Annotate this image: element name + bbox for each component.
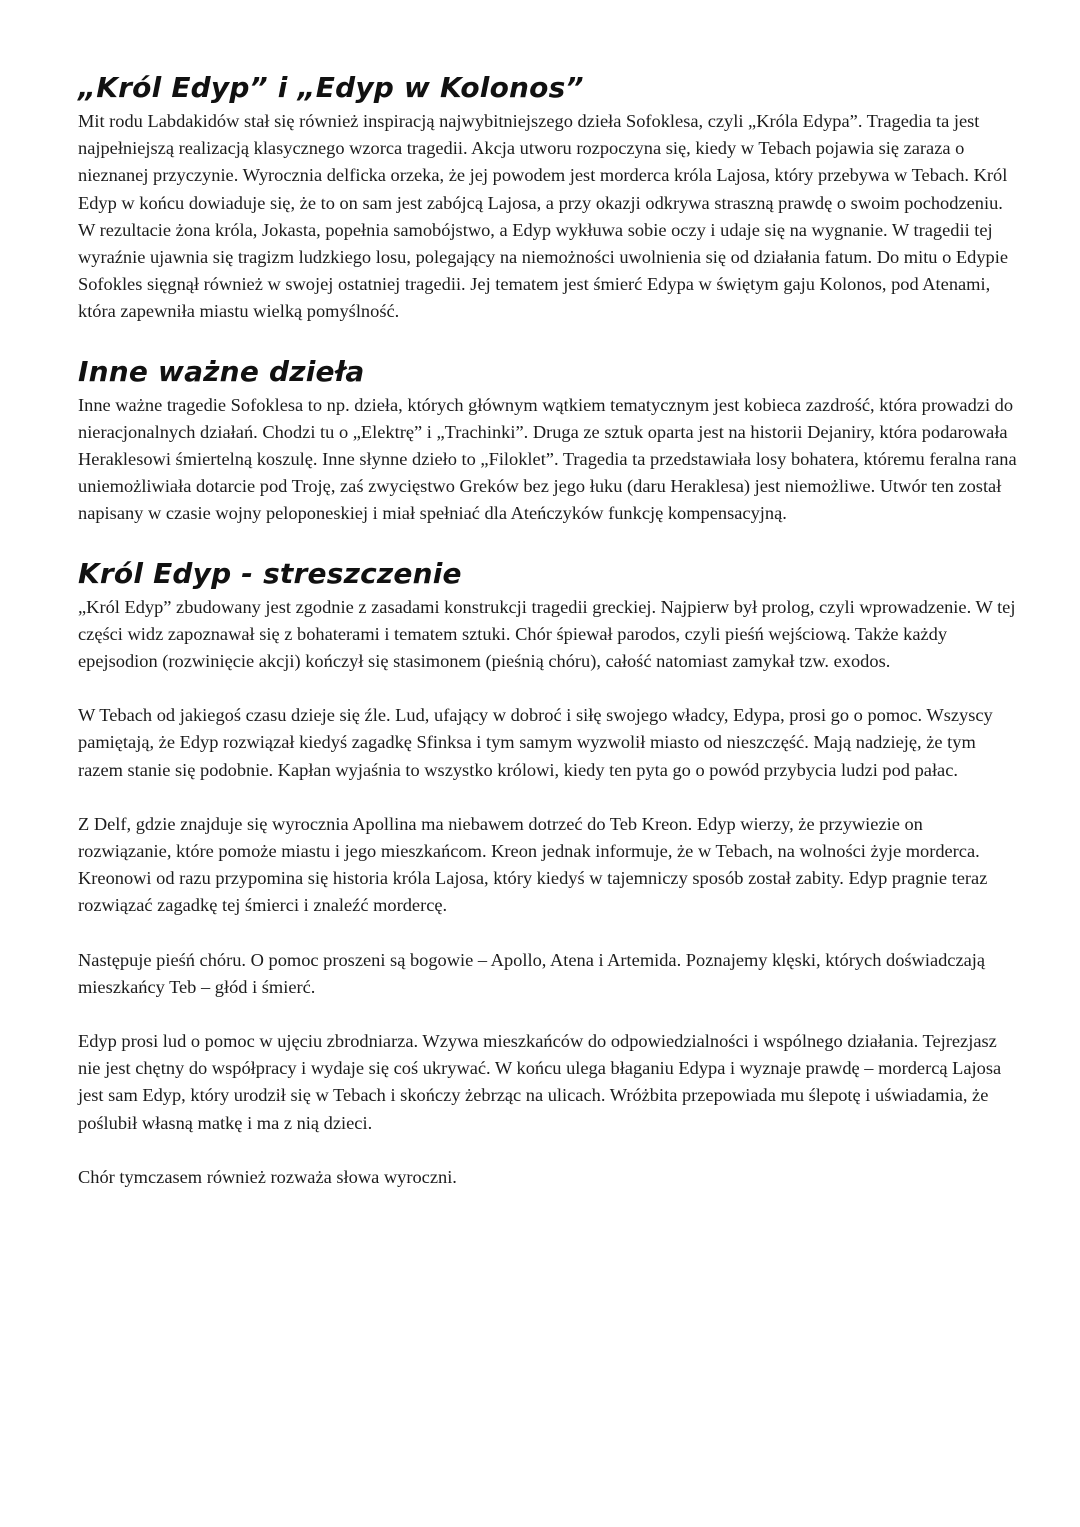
paragraph: Następuje pieśń chóru. O pomoc proszeni są bogowie – Apollo, Atena i Artemida. Poznajemy klęski, których doświadczają mieszkańcy Teb – głód i śmierć. [78, 949, 986, 997]
document-page [78, 70, 1018, 1191]
section-krol-edyp-streszczenie [78, 556, 1018, 1191]
paragraph: W Tebach od jakiegoś czasu dzieje się źle. Lud, ufający w dobroć i siłę swojego władcy, Edypa, prosi go o pomoc. Wszyscy pamiętają, że Edyp rozwiązał kiedyś zagadkę Sfinksa i tym samym wyzwolił miasto od nieszczęść. Mają nadzieję, że tym razem stanie się podobnie. Kapłan wyjaśnia to wszystko królowi, kiedy ten pyta go o powód przybycia ludzi pod pałac. [78, 705, 993, 780]
section-krol-edyp-i-edyp-w-kolonos [78, 70, 1018, 326]
section-heading: Inne ważne dzieła [78, 354, 365, 388]
paragraph: Z Delf, gdzie znajduje się wyrocznia Apollina ma niebawem dotrzeć do Teb Kreon. Edyp wierzy, że przywiezie on rozwiązanie, które pomoże miastu i jego mieszkańcom. Kreon jednak informuje, że w Tebach, na wolności żyje morderca. Kreonowi od razu przypomina się historia króla Lajosa, który kiedyś w tajemniczy sposób został zabity. Edyp pragnie teraz rozwiązać zagadkę tej śmierci i znaleźć mordercę. [78, 813, 988, 916]
section-heading: „Król Edyp” i „Edyp w Kolonos” [78, 71, 584, 104]
section-heading: Król Edyp - streszczenie [78, 556, 462, 590]
paragraph: „Król Edyp” zbudowany jest zgodnie z zasadami konstrukcji tragedii greckiej. Najpierw był prolog, czyli wprowadzenie. W tej części widz zapoznawał się z bohaterami i tematem sztuki. Chór śpiewał parodos, czyli pieśń wejściową. Także każdy epejsodion (rozwinięcie akcji) kończył się stasimonem (pieśnią chóru), całość natomiast zamykał tzw. exodos. [78, 596, 1016, 672]
paragraph: Edyp prosi lud o pomoc w ujęciu zbrodniarza. Wzywa mieszkańców do odpowiedzialności i wspólnego działania. Tejrezjasz nie jest chętny do współpracy i wydaje się coś ukrywać. W końcu ulega błaganiu Edypa i wyznaje prawdę – mordercą Lajosa jest sam Edyp, który urodził się w Tebach i skończy żebrząc na ulicach. Wróżbita przepowiada mu ślepotę i uświadamia, że poślubił własną matkę i ma z nią dzieci. [78, 1031, 1002, 1133]
paragraph: Mit rodu Labdakidów stał się również inspiracją najwybitniejszego dzieła Sofoklesa, czyli „Króla Edypa”. Tragedia ta jest najpełniejszą realizacją klasycznego wzorca tragedii. Akcja utworu rozpoczyna się, kiedy w Tebach pojawia się zaraza o nieznanej przyczynie. Wyrocznia delficka orzeka, że jej powodem jest morderca króla Lajosa, który przebywa w Tebach. Król Edyp w końcu dowiaduje się, że to on sam jest zabójcą Lajosa, a przy okazji odkrywa straszną prawdę o swoim pochodzeniu. W rezultacie żona króla, Jokasta, popełnia samobójstwo, a Edyp wykłuwa sobie oczy i udaje się na wygnanie. W tragedii tej wyraźnie ujawnia się tragizm ludzkiego losu, polegający na niemożności uwolnienia się od działania fatum. Do mitu o Edypie Sofokles sięgnął również w swojej ostatniej tragedii. Jej tematem jest śmierć Edypa w świętym gaju Kolonos, pod Atenami, która zapewniła miastu wielką pomyślność. [78, 111, 1008, 322]
paragraph: Chór tymczasem również rozważa słowa wyroczni. [78, 1166, 457, 1187]
paragraph: Inne ważne tragedie Sofoklesa to np. dzieła, których głównym wątkiem tematycznym jest kobieca zazdrość, która prowadzi do nieracjonalnych działań. Chodzi tu o „Elektrę” i „Trachinki”. Druga ze sztuk oparta jest na historii Dejaniry, która podarowała Heraklesowi śmiertelną koszulę. Inne słynne dzieło to „Filoklet”. Tragedia ta przedstawiała losy bohatera, któremu feralna rana uniemożliwiała dotarcie pod Troję, zaś zwycięstwo Greków bez jego łuku (daru Heraklesa) jest niemożliwe. Utwór ten został napisany w czasie wojny peloponeskiej i miał spełniać dla Ateńczyków funkcję kompensacyjną. [78, 394, 1017, 524]
section-inne-wazne-dziela [78, 354, 1018, 528]
